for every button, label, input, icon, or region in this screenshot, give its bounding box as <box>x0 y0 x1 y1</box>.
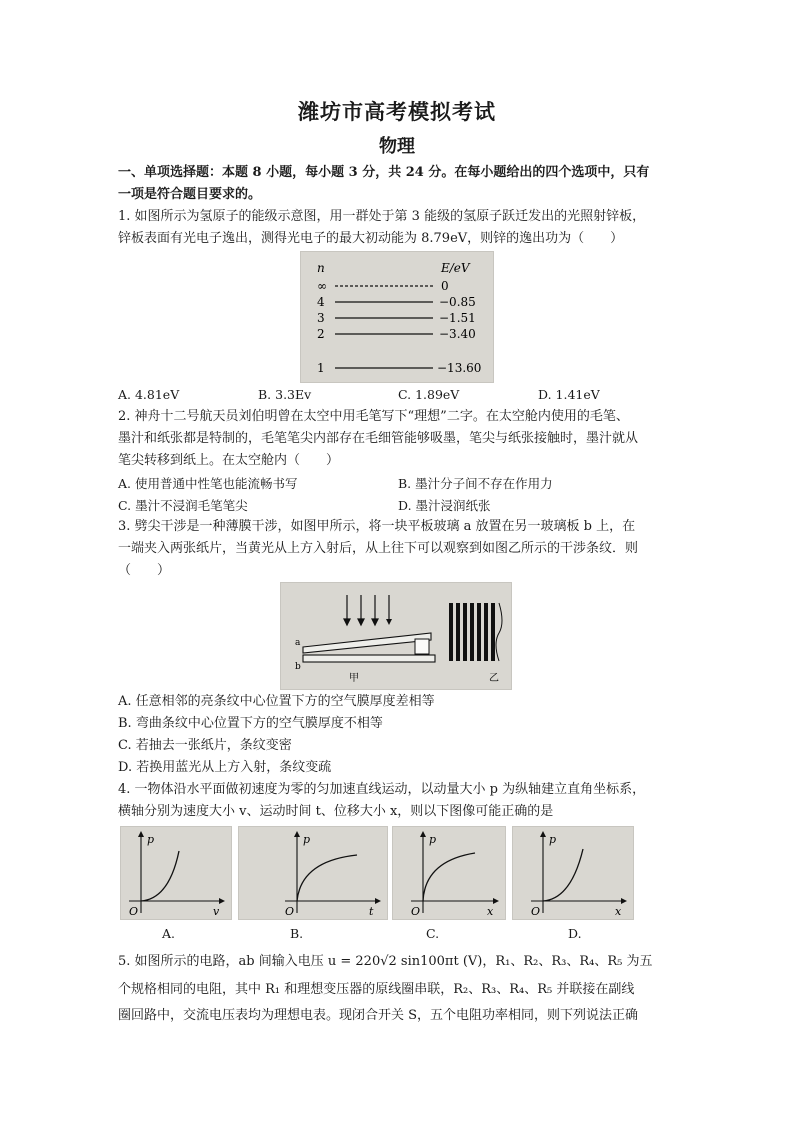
q4-text-line2: 横轴分别为速度大小 v、运动时间 t、位移大小 x，则以下图像可能正确的是 <box>118 804 554 819</box>
wedge-interference-diagram <box>281 583 511 689</box>
page-title: 潍坊市高考模拟考试 <box>298 99 496 124</box>
q2-option-b: B. 墨汁分子间不存在作用力 <box>398 476 553 491</box>
q1-energy-level-figure <box>300 251 494 383</box>
q2-option-d: D. 墨汁浸润纸张 <box>398 498 491 513</box>
q4-caption-d: D. <box>568 926 582 941</box>
q4-text-line1: 4. 一物体沿水平面做初速度为零的匀加速直线运动，以动量大小 p 为纵轴建立直角坐标系， <box>118 782 646 797</box>
q2-option-a: A. 使用普通中性笔也能流畅书写 <box>118 476 298 491</box>
q4-graph-b <box>238 826 388 920</box>
q4-graph-a <box>120 826 232 920</box>
q1-text-line1: 1. 如图所示为氢原子的能级示意图，用一群处于第 3 能级的氢原子跃迁发出的光照射锌板， <box>118 209 646 224</box>
q3-option-c: C. 若抽去一张纸片，条纹变密 <box>118 738 292 753</box>
q5-text-line1: 5. 如图所示的电路，ab 间输入电压 u = 220√2 sin100πt (V)，R₁、R₂、R₃、R₄、R₅ 为五 <box>118 954 653 969</box>
svg-text:x: x <box>615 905 622 918</box>
svg-text:t: t <box>369 905 374 918</box>
q4-graph-c <box>392 826 506 920</box>
q2-text-line2: 墨汁和纸张都是特制的，毛笔笔尖内部存在毛细管能够吸墨，笔尖与纸张接触时，墨汁就从 <box>118 431 639 446</box>
svg-text:O: O <box>411 905 421 918</box>
glass-plate-a <box>303 633 431 653</box>
q1-option-d: D. 1.41eV <box>538 387 600 402</box>
svg-text:p: p <box>303 833 311 846</box>
subject-title: 物理 <box>379 136 415 157</box>
q2-option-c: C. 墨汁不浸润毛笔笔尖 <box>118 498 248 513</box>
svg-text:O: O <box>129 905 139 918</box>
label-a: a <box>295 638 301 648</box>
q1-option-c: C. 1.89eV <box>398 387 460 402</box>
level-e-3: −1.51 <box>439 311 476 325</box>
svg-text:v: v <box>213 905 220 918</box>
q3-option-b: B. 弯曲条纹中心位置下方的空气膜厚度不相等 <box>118 716 383 731</box>
label-b: b <box>295 662 301 672</box>
q2-text-line1: 2. 神舟十二号航天员刘伯明曾在太空中用毛笔写下“理想”二字。在太空舱内使用的毛笔、 <box>118 409 629 424</box>
level-n-1: 1 <box>317 361 325 375</box>
q2-text-line3: 笔尖转移到纸上。在太空舱内（ ） <box>118 453 340 468</box>
q1-option-a: A. 4.81eV <box>118 387 180 402</box>
level-e-1: −13.60 <box>437 361 482 375</box>
q3-text-line3: （ ） <box>118 563 171 578</box>
q4-caption-c: C. <box>426 926 440 941</box>
n-axis-label: n <box>317 261 325 275</box>
graph-c-curve <box>423 853 475 901</box>
q4-caption-b: B. <box>290 926 304 941</box>
q3-text-line2: 一端夹入两张纸片，当黄光从上方入射后，从上往下可以观察到如图乙所示的干涉条纹．则 <box>118 541 639 556</box>
glass-plate-b <box>303 655 435 662</box>
graph-a-curve <box>141 851 179 901</box>
incident-light-arrows <box>344 595 378 625</box>
q3-text-line1: 3. 劈尖干涉是一种薄膜干涉，如图甲所示，将一块平板玻璃 a 放置在另一玻璃板 b 上，在 <box>118 519 636 534</box>
paper-strips <box>415 639 429 654</box>
svg-text:O: O <box>285 905 295 918</box>
level-n-3: 3 <box>317 311 325 325</box>
q1-text-line2: 锌板表面有光电子逸出，测得光电子的最大初动能为 8.79eV，则锌的逸出功为（ ） <box>118 231 624 246</box>
q3-option-d: D. 若换用蓝光从上方入射，条纹变疏 <box>118 760 332 775</box>
level-e-2: −3.40 <box>439 327 476 341</box>
svg-text:p: p <box>549 833 557 846</box>
svg-text:p: p <box>429 833 437 846</box>
q3-wedge-interference-figure <box>280 582 512 690</box>
svg-text:p: p <box>147 833 155 846</box>
energy-level-diagram <box>301 252 493 382</box>
q3-option-a: A. 任意相邻的亮条纹中心位置下方的空气膜厚度差相等 <box>118 694 435 709</box>
level-n-4: 4 <box>317 295 325 309</box>
q1-option-b: B. 3.3Ev <box>258 387 312 402</box>
section-heading-line2: 一项是符合题目要求的。 <box>118 187 262 202</box>
svg-text:x: x <box>487 905 494 918</box>
q5-text-line2: 个规格相同的电阻，其中 R₁ 和理想变压器的原线圈串联，R₂、R₃、R₄、R₅ 并联接在副线 <box>118 982 635 997</box>
label-jia: 甲 <box>349 673 359 684</box>
q5-text-line3: 圈回路中，交流电压表均为理想电表。现闭合开关 S，五个电阻功率相同，则下列说法正确 <box>118 1008 639 1023</box>
q4-graph-d <box>512 826 634 920</box>
graph-b-curve <box>297 855 357 901</box>
level-e-4: −0.85 <box>439 295 476 309</box>
svg-text:O: O <box>531 905 541 918</box>
interference-fringes <box>449 603 495 661</box>
label-yi: 乙 <box>489 673 499 684</box>
graph-d-curve <box>543 849 583 901</box>
q4-caption-a: A. <box>162 926 176 941</box>
level-e-inf: 0 <box>441 279 449 293</box>
level-n-inf: ∞ <box>317 279 327 293</box>
level-n-2: 2 <box>317 327 325 341</box>
section-heading-line1: 一、单项选择题：本题 8 小题，每小题 3 分，共 24 分。在每小题给出的四个选项中，只有 <box>118 165 650 180</box>
energy-axis-label: E/eV <box>441 261 470 275</box>
